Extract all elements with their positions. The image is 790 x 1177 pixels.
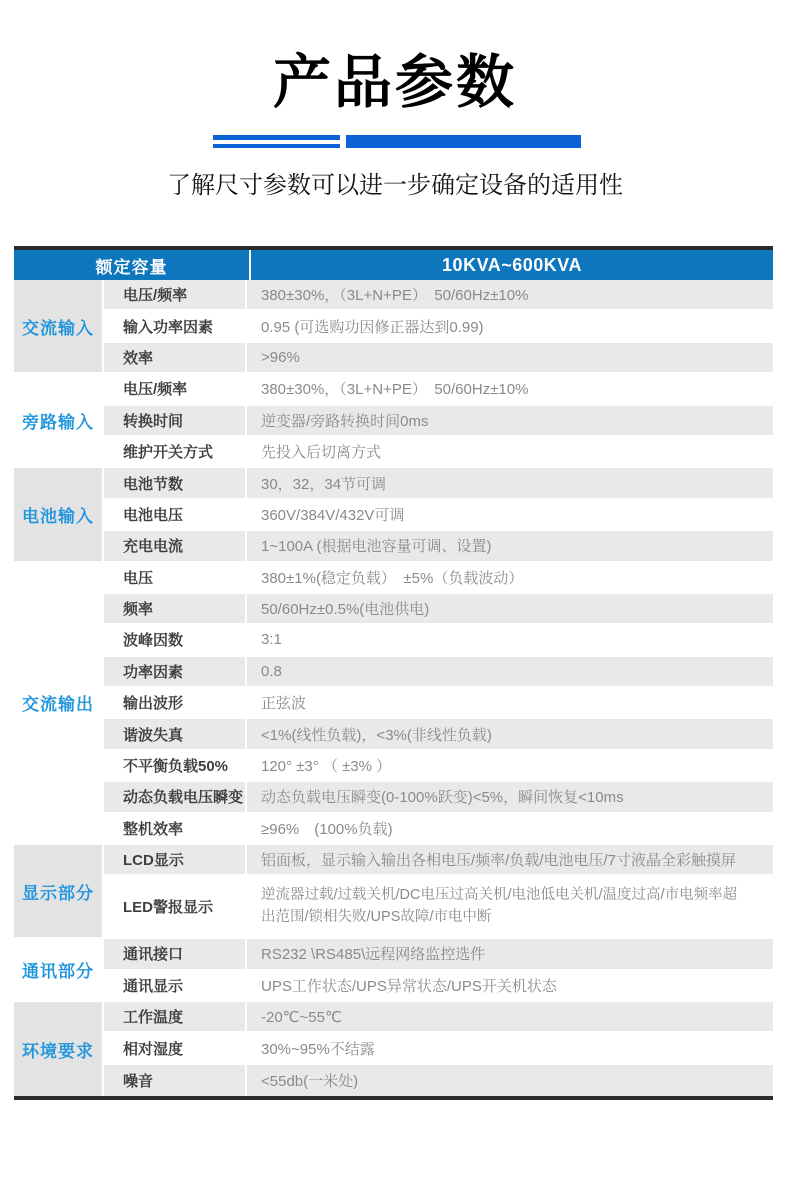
spec-row	[104, 1002, 773, 1033]
spec-param-label: 电压/频率	[104, 280, 247, 309]
spec-row	[104, 782, 773, 813]
table-header-rated-capacity: 额定容量	[14, 250, 251, 280]
group-environment	[14, 1002, 773, 1096]
spec-param-value: 0.95 (可选购功因修正器达到0.99)	[261, 318, 484, 336]
table-header-capacity-range: 10KVA~600KVA	[442, 254, 582, 275]
spec-row	[104, 971, 773, 1002]
spec-param-value: >96%	[261, 348, 300, 366]
spec-row	[104, 876, 773, 939]
spec-param-value: 120° ±3° （ ±3% ）	[261, 758, 392, 776]
category-cell-ac-output: 交流输出	[14, 563, 104, 846]
spec-param-label: 动态负载电压瞬变	[104, 782, 247, 811]
spec-param-value: 正弦波	[261, 695, 307, 713]
spec-param-value: 30，32，34节可调	[261, 475, 387, 493]
spec-param-value: ≥96% (100%负载)	[261, 820, 393, 838]
accent-solid-bar	[346, 135, 581, 148]
category-cell-environment: 环境要求	[14, 1002, 104, 1096]
spec-param-label: 功率因素	[104, 657, 247, 686]
title-accent-bars	[213, 135, 581, 148]
page-title: 产品参数	[272, 50, 517, 115]
spec-param-label: 通讯接口	[104, 939, 247, 968]
spec-row	[104, 1033, 773, 1064]
spec-param-label: 频率	[104, 594, 247, 623]
spec-param-value: 逆流器过载/过载关机/DC电压过高关机/电池低电关机/温度过高/市电频率超出范围/锁相失败/UPS故障/市电中断	[261, 887, 738, 925]
category-cell-battery-input: 电池输入	[14, 468, 104, 562]
spec-param-value: UPS工作状态/UPS异常状态/UPS开关机状态	[261, 977, 557, 995]
spec-param-label: 相对湿度	[104, 1033, 247, 1062]
spec-row	[104, 1065, 773, 1096]
spec-param-label: LCD显示	[104, 845, 247, 874]
spec-param-value: 先投入后切离方式	[261, 444, 382, 462]
spec-param-label: 电压	[104, 563, 247, 592]
spec-param-label: 输出波形	[104, 688, 247, 717]
spec-param-label: 通讯显示	[104, 971, 247, 1000]
spec-row	[104, 719, 773, 750]
spec-table	[14, 246, 773, 1100]
category-cell-communication: 通讯部分	[14, 939, 104, 1002]
group-bypass-input	[14, 374, 773, 468]
spec-param-label: 电池电压	[104, 500, 247, 529]
spec-param-value: 3:1	[261, 631, 282, 649]
spec-row	[104, 437, 773, 468]
spec-row	[104, 814, 773, 845]
spec-param-label: 谐波失真	[104, 719, 247, 748]
spec-param-value: <1%(线性负载)，<3%(非线性负载)	[261, 726, 492, 744]
spec-row	[104, 468, 773, 499]
group-ac-input	[14, 280, 773, 374]
spec-row	[104, 531, 773, 562]
spec-param-value: 1~100A (根据电池容量可调、设置)	[261, 538, 492, 556]
spec-param-value: 30%~95%不结露	[261, 1040, 375, 1058]
category-cell-display: 显示部分	[14, 845, 104, 939]
spec-param-label: 噪音	[104, 1065, 247, 1096]
spec-param-label: 波峰因数	[104, 625, 247, 654]
spec-param-label: 不平衡负载50%	[104, 751, 247, 780]
spec-param-label: 工作温度	[104, 1002, 247, 1031]
spec-row	[104, 374, 773, 405]
accent-double-bar	[213, 135, 340, 148]
page-subtitle: 了解尺寸参数可以进一步确定设备的适用性	[167, 172, 623, 199]
spec-row	[104, 688, 773, 719]
spec-param-value: 380±1%(稳定负载） ±5%（负载波动）	[261, 569, 524, 587]
table-header-row	[14, 250, 773, 280]
spec-param-label: 电压/频率	[104, 374, 247, 403]
spec-row	[104, 563, 773, 594]
group-display	[14, 845, 773, 939]
spec-param-label: 效率	[104, 343, 247, 372]
spec-param-label: LED警报显示	[104, 876, 247, 937]
group-communication	[14, 939, 773, 1002]
spec-param-label: 转换时间	[104, 406, 247, 435]
spec-param-label: 电池节数	[104, 468, 247, 497]
spec-param-label: 维护开关方式	[104, 437, 247, 466]
spec-param-label: 充电电流	[104, 531, 247, 560]
spec-row	[104, 311, 773, 342]
spec-row	[104, 939, 773, 970]
spec-row	[104, 751, 773, 782]
spec-row	[104, 406, 773, 437]
spec-param-value: RS232 \RS485\远程网络监控选件	[261, 946, 486, 964]
spec-row	[104, 594, 773, 625]
spec-param-value: 逆变器/旁路转换时间0ms	[261, 412, 429, 430]
spec-row	[104, 845, 773, 876]
spec-param-value: 动态负载电压瞬变(0-100%跃变)<5%，瞬间恢复<10ms	[261, 789, 624, 807]
category-cell-ac-input: 交流输入	[14, 280, 104, 374]
spec-row	[104, 657, 773, 688]
category-cell-bypass-input: 旁路输入	[14, 374, 104, 468]
spec-param-value: -20℃~55℃	[261, 1008, 342, 1026]
spec-param-value: 380±30%，（3L+N+PE） 50/60Hz±10%	[261, 287, 529, 305]
spec-param-value: 50/60Hz±0.5%(电池供电)	[261, 601, 430, 619]
spec-param-label: 整机效率	[104, 814, 247, 843]
spec-param-value: <55db(一米处)	[261, 1072, 359, 1090]
spec-row	[104, 280, 773, 311]
spec-row	[104, 343, 773, 374]
spec-param-value: 360V/384V/432V可调	[261, 506, 405, 524]
spec-row	[104, 625, 773, 656]
spec-param-value: 380±30%，（3L+N+PE） 50/60Hz±10%	[261, 381, 529, 399]
spec-param-label: 输入功率因素	[104, 311, 247, 340]
spec-row	[104, 500, 773, 531]
group-battery-input	[14, 468, 773, 562]
spec-param-value: 0.8	[261, 662, 282, 680]
spec-param-value: 铝面板，显示输入输出各相电压/频率/负载/电池电压/7寸液晶全彩触摸屏	[261, 852, 737, 870]
group-ac-output	[14, 563, 773, 846]
